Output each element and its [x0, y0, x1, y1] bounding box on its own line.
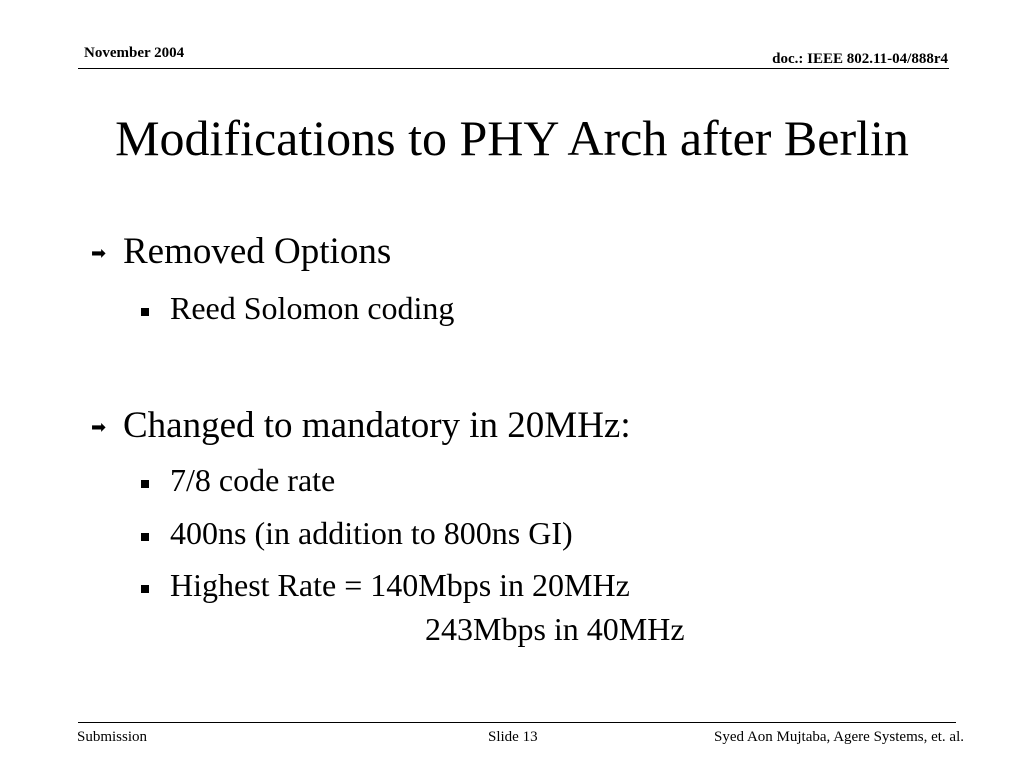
sub-bullet-highest-rate — [141, 566, 630, 604]
sub-bullet-reed-solomon — [141, 289, 454, 327]
footer-divider — [78, 722, 956, 723]
bullet-text: Changed to mandatory in 20MHz: — [123, 405, 631, 446]
header-date: November 2004 — [84, 45, 185, 61]
slide-title: Modifications to PHY Arch after Berlin — [115, 110, 909, 166]
square-bullet-icon — [141, 533, 149, 541]
sub-bullet-code-rate — [141, 461, 335, 499]
sub-bullet-text: Highest Rate = 140Mbps in 20MHz — [170, 567, 630, 603]
bullet-text: Removed Options — [123, 231, 392, 272]
arrow-bullet-icon: ➡ — [91, 417, 107, 438]
sub-bullet-text: Reed Solomon coding — [170, 290, 455, 326]
square-bullet-icon — [141, 585, 149, 593]
footer-slide-number: Slide 13 — [488, 729, 538, 745]
sub-bullet-text: 7/8 code rate — [170, 462, 336, 498]
sub-bullet-guard-interval — [141, 514, 573, 552]
header-doc-id: doc.: IEEE 802.11-04/888r4 — [772, 51, 948, 67]
bullet-changed-mandatory — [91, 404, 631, 450]
sub-bullet-highest-rate-continuation: 243Mbps in 40MHz — [425, 611, 685, 647]
footer-authors: Syed Aon Mujtaba, Agere Systems, et. al. — [714, 729, 964, 745]
footer-submission: Submission — [77, 729, 148, 745]
bullet-removed-options — [91, 230, 391, 276]
square-bullet-icon — [141, 480, 149, 488]
square-bullet-icon — [141, 308, 149, 316]
arrow-bullet-icon: ➡ — [91, 243, 107, 264]
sub-bullet-text: 400ns (in addition to 800ns GI) — [170, 515, 573, 551]
